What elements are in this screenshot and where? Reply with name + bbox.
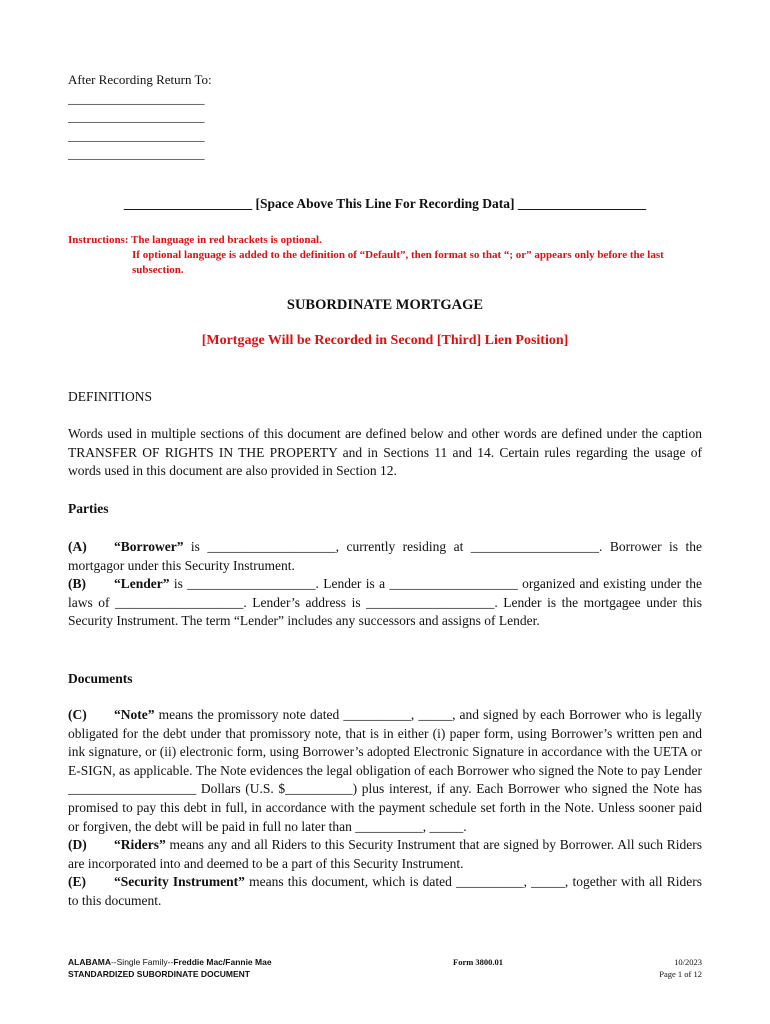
- footer-doc-type: STANDARDIZED SUBORDINATE DOCUMENT: [68, 968, 250, 979]
- return-to-label: After Recording Return To:: [68, 72, 212, 87]
- parties-heading: Parties: [68, 501, 109, 516]
- definition-riders: [68, 836, 702, 873]
- instructions-line-2: If optional language is added to the definition of “Default”, then format so that “; or” appears only before the last subsection.: [132, 249, 664, 276]
- defined-term: “Lender”: [114, 576, 170, 592]
- return-address-line: _____________________: [68, 90, 205, 106]
- document-title: SUBORDINATE MORTGAGE: [286, 297, 484, 313]
- definitions-intro: Words used in multiple sections of this document are defined below and other words are defined under the caption TRANSFER OF RIGHTS IN THE PROPERTY and in Sections 11 and 14. Certain rules regarding the usage of words used in this document are also provided in Section 12.: [68, 426, 702, 479]
- footer-date: 10/2023: [674, 957, 702, 967]
- return-address-line: _____________________: [68, 146, 205, 161]
- item-label: (C): [68, 707, 87, 722]
- definition-text: is ___________________. Lender is a ___________________ organized and existing under the laws of ___________________. Lender’s address is ___________________. Lender is the mortgagee under this Security Instrument. The term “Lender” includes any successors and assigns of Lender.: [68, 576, 702, 629]
- recording-data-line: ___________________ [Space Above This Line For Recording Data] ___________________: [123, 196, 647, 211]
- footer-family: --Single Family--: [110, 957, 174, 967]
- footer-state: ALABAMA: [68, 957, 111, 967]
- definition-lender: [68, 575, 702, 631]
- footer-left: [68, 957, 272, 980]
- item-label: (B): [68, 576, 86, 592]
- defined-term: “Note”: [114, 707, 155, 722]
- return-address-line: _____________________: [68, 109, 205, 124]
- document-subtitle: [Mortgage Will be Recorded in Second [Third] Lien Position]: [201, 333, 569, 348]
- definition-security-instrument: [68, 873, 702, 910]
- item-label: (E): [68, 874, 86, 890]
- footer-agencies: Freddie Mac/Fannie Mae: [173, 957, 272, 967]
- return-address-line: _____________________: [68, 127, 205, 143]
- item-label: (D): [68, 837, 87, 853]
- documents-heading: Documents: [68, 671, 133, 686]
- instructions-line-1: Instructions: The language in red brackets is optional.: [68, 234, 322, 246]
- definition-note: [68, 706, 702, 836]
- footer-right: [659, 957, 702, 980]
- definition-text: means this document, which is dated __________, _____, together with all Riders to this document.: [68, 874, 702, 908]
- definition-text: means the promissory note dated __________, _____, and signed by each Borrower who is legally obligated for the debt under that promissory note, that is in either (i) paper form, using Borrower’s written pen and ink signature, or (ii) electronic form, using Borrower’s adopted Electronic Signature in accordance with the UETA or E-SIGN, as applicable. The Note evidences the legal obligation of each Borrower who signed the Note to pay Lender ___________________ Dollars (U.S. $__________) plus interest, if any. Each Borrower who signed the Note has promised to pay this debt in full, in accordance with the payment schedule set forth in the Note. Unless sooner paid or forgiven, the debt will be paid in full no later than __________, _____.: [68, 707, 702, 834]
- definition-borrower: [68, 538, 702, 575]
- defined-term: “Security Instrument”: [114, 874, 245, 890]
- footer-form-number: Form 3800.01: [453, 957, 504, 967]
- definition-text: is ___________________, currently residing at ___________________. Borrower is the mortgagor under this Security Instrument.: [68, 539, 702, 573]
- documents-section: [68, 706, 702, 911]
- parties-section: [68, 538, 702, 631]
- item-label: (A): [68, 539, 87, 554]
- defined-term: “Riders”: [114, 837, 166, 853]
- definition-text: means any and all Riders to this Security Instrument that are signed by Borrower. All such Riders are incorporated into and deemed to be a part of this Security Instrument.: [68, 837, 702, 871]
- footer-page-number: Page 1 of 12: [659, 968, 702, 979]
- defined-term: “Borrower”: [114, 539, 184, 554]
- definitions-heading: DEFINITIONS: [68, 389, 152, 404]
- instructions-note: [68, 233, 702, 278]
- return-to-block: [68, 71, 212, 164]
